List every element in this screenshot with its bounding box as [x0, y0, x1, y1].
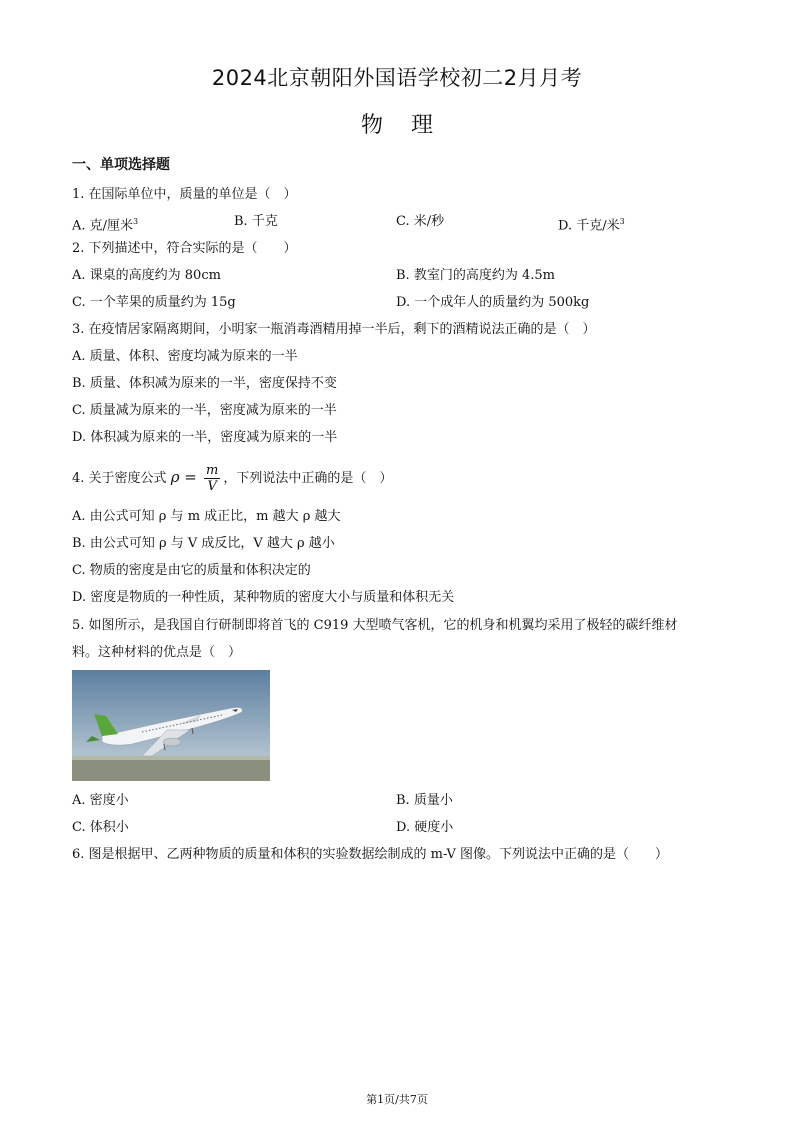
question-5-option-a: A. 密度小 [72, 793, 129, 808]
c919-airplane-photo [72, 670, 270, 781]
question-2-option-d: D. 一个成年人的质量约为 500kg [396, 295, 590, 310]
question-3-option-c: C. 质量减为原来的一半，密度减为原来的一半 [72, 403, 337, 418]
density-formula-fraction [204, 463, 220, 494]
question-2-option-a: A. 课桌的高度约为 80cm [72, 268, 221, 283]
question-5-option-b: B. 质量小 [396, 793, 453, 808]
question-1-stem: 1. 在国际单位中，质量的单位是（ ） [72, 187, 297, 202]
question-4-option-b: B. 由公式可知 ρ 与 V 成反比，V 越大 ρ 越小 [72, 536, 335, 551]
question-4-option-c: C. 物质的密度是由它的质量和体积决定的 [72, 563, 311, 578]
exam-title: 2024北京朝阳外国语学校初二2月月考 [211, 66, 583, 90]
question-2-option-c: C. 一个苹果的质量约为 15g [72, 295, 236, 310]
question-4-option-d: D. 密度是物质的一种性质，某种物质的密度大小与质量和体积无关 [72, 590, 455, 605]
question-1-option-c: C. 米/秒 [396, 214, 445, 229]
question-5-option-d: D. 硬度小 [396, 820, 454, 835]
formula-denominator: V [207, 479, 217, 494]
question-4-option-a: A. 由公式可知 ρ 与 m 成正比，m 越大 ρ 越大 [72, 509, 341, 524]
superscript: 3 [619, 217, 625, 226]
superscript: 3 [133, 217, 139, 226]
question-3-stem: 3. 在疫情居家隔离期间，小明家一瓶消毒酒精用掉一半后，剩下的酒精说法正确的是（ ） [72, 322, 596, 337]
question-1-option-d: D. 千克/米$^3$ [558, 217, 625, 234]
question-3-option-a: A. 质量、体积、密度均减为原来的一半 [72, 349, 298, 364]
question-3-option-d: D. 体积减为原来的一半，密度减为原来的一半 [72, 430, 338, 445]
question-5-stem-line1: 5. 如图所示，是我国自行研制即将首飞的 C919 大型喷气客机，它的机身和机翼均采用了极轻的碳纤维材 [72, 618, 678, 633]
question-4-stem: 4. 关于密度公式 ρ = $\frac{m}{V}$ ，下列说法中正确的是（ ） [72, 463, 393, 494]
question-5-option-c: C. 体积小 [72, 820, 129, 835]
question-3-option-b: B. 质量、体积减为原来的一半，密度保持不变 [72, 376, 337, 391]
page-footer: 第1页/共7页 [366, 1093, 428, 1106]
density-formula-lhs: ρ = [170, 468, 197, 486]
section-heading: 一、单项选择题 [72, 157, 170, 173]
question-1-option-a: A. 克/厘米$^3$ [72, 217, 139, 234]
question-1-option-b: B. 千克 [234, 214, 278, 229]
question-5-stem-line2: 料。这种材料的优点是（ ） [72, 645, 242, 660]
question-6-stem: 6. 图是根据甲、乙两种物质的质量和体积的实验数据绘制成的 m-V 图像。下列说法中正确的是（ ） [72, 847, 668, 862]
question-2-option-b: B. 教室门的高度约为 4.5m [396, 268, 555, 283]
subject-title: 物理 [360, 113, 461, 138]
question-2-stem: 2. 下列描述中，符合实际的是（ ） [72, 241, 297, 256]
formula-numerator: m [205, 463, 219, 478]
